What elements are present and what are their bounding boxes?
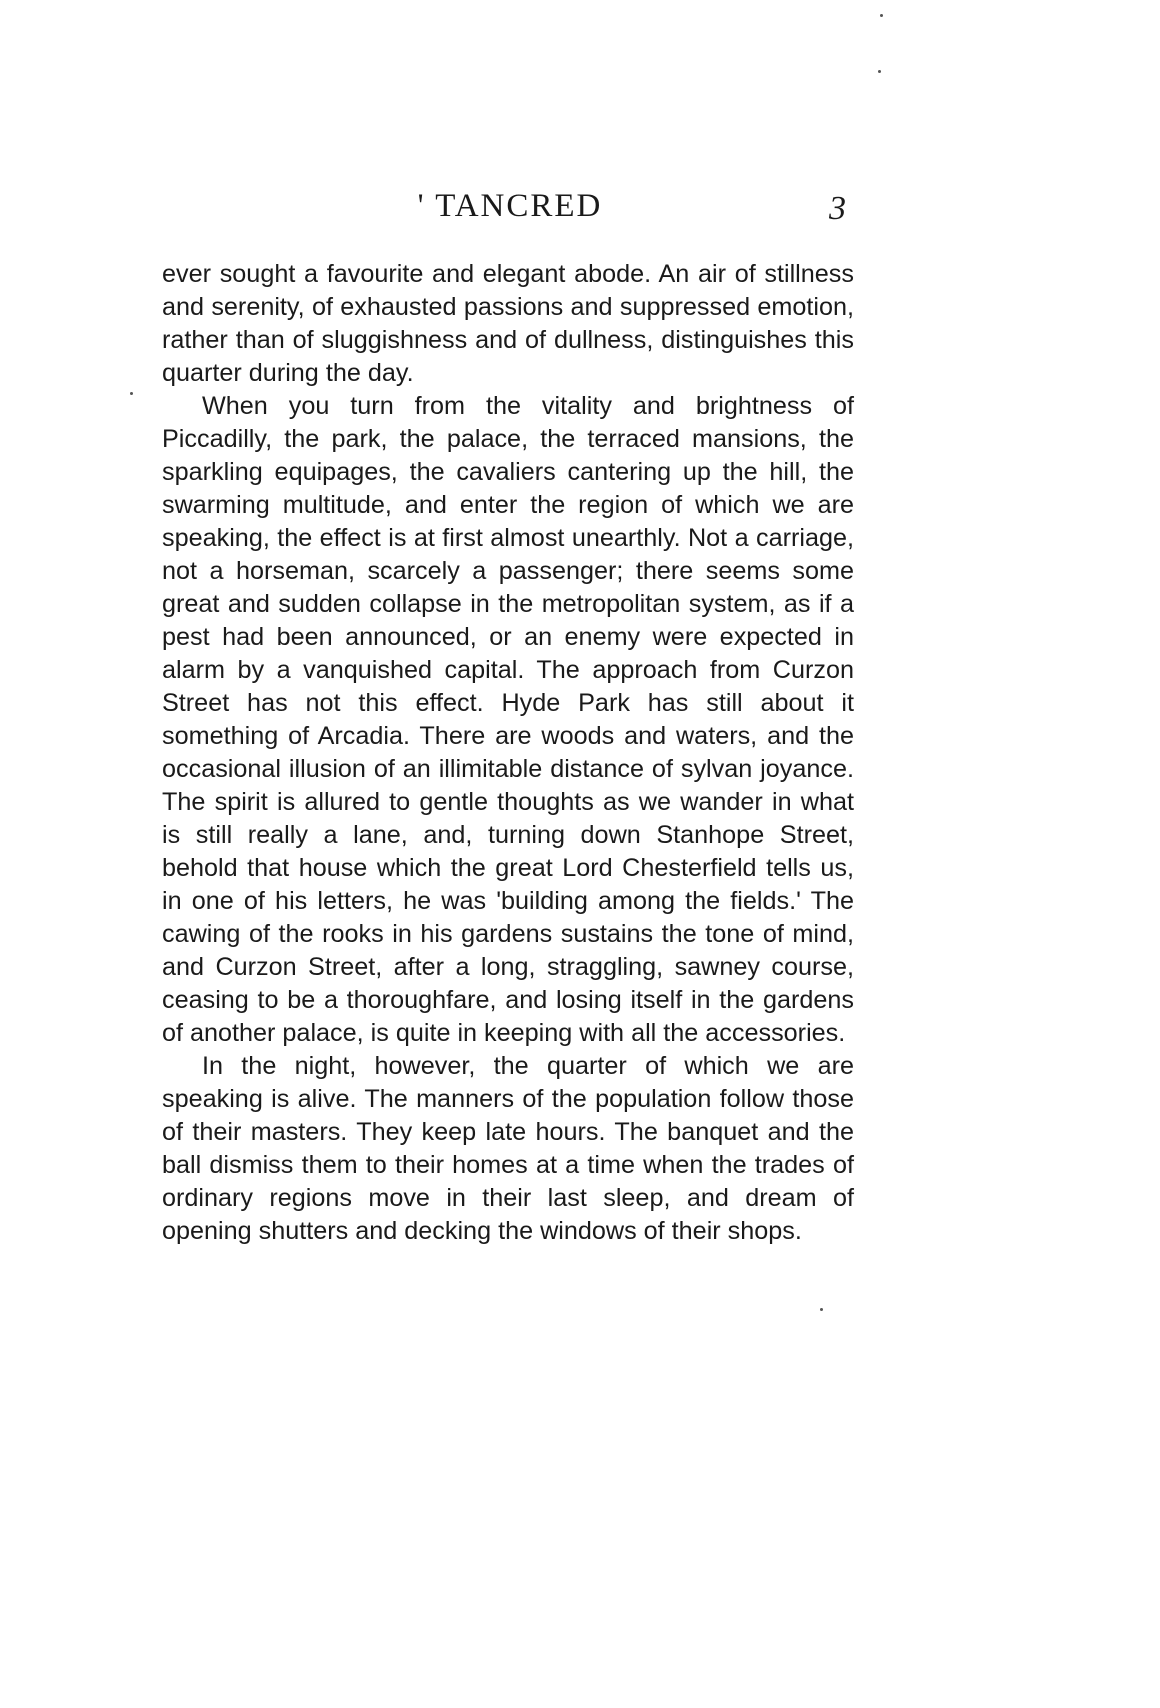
scan-speck — [880, 14, 883, 17]
page-number: 3 — [829, 190, 846, 227]
paragraph-2: When you turn from the vitality and brightness of Piccadilly, the park, the palace, the terraced mansions, the sparkling equipages, the cavaliers cantering up the hill, the swarming multitude, and enter the region of which we are speaking, the effect is at first almost unearthly. Not a carriage, not a horseman, scarcely a passenger; there seems some great and sudden collapse in the metropolitan system, as if a pest had been announced, or an enemy were expected in alarm by a vanquished capital. The approach from Curzon Street has not this effect. Hyde Park has still about it something of Arcadia. There are woods and waters, and the occasional illusion of an illimitable distance of sylvan joyance. The spirit is allured to gentle thoughts as we wander in what is still really a lane, and, turning down Stanhope Street, behold that house which the great Lord Chesterfield tells us, in one of his letters, he was 'building among the fields.' The cawing of the rooks in his gardens sustains the tone of mind, and Curzon Street, after a long, straggling, sawney course, ceasing to be a thoroughfare, and losing itself in the gardens of another palace, is quite in keeping with all the accessories. — [162, 392, 854, 1047]
running-title: ' TANCRED — [417, 188, 603, 224]
scan-speck — [130, 392, 133, 395]
scan-speck — [878, 70, 881, 73]
page-header — [160, 188, 860, 228]
paragraph-1: ever sought a favourite and elegant abode. An air of stillness and serenity, of exhausted passions and suppressed emotion, rather than of sluggishness and of dullness, distinguishes this quarter during the day. — [162, 260, 854, 387]
body-text — [162, 258, 854, 1248]
paragraph-3: In the night, however, the quarter of which we are speaking is alive. The manners of the population follow those of their masters. They keep late hours. The banquet and the ball dismiss them to their homes at a time when the trades of ordinary regions move in their last sleep, and dream of opening shutters and decking the windows of their shops. — [162, 1052, 854, 1245]
scan-speck — [820, 1308, 823, 1311]
